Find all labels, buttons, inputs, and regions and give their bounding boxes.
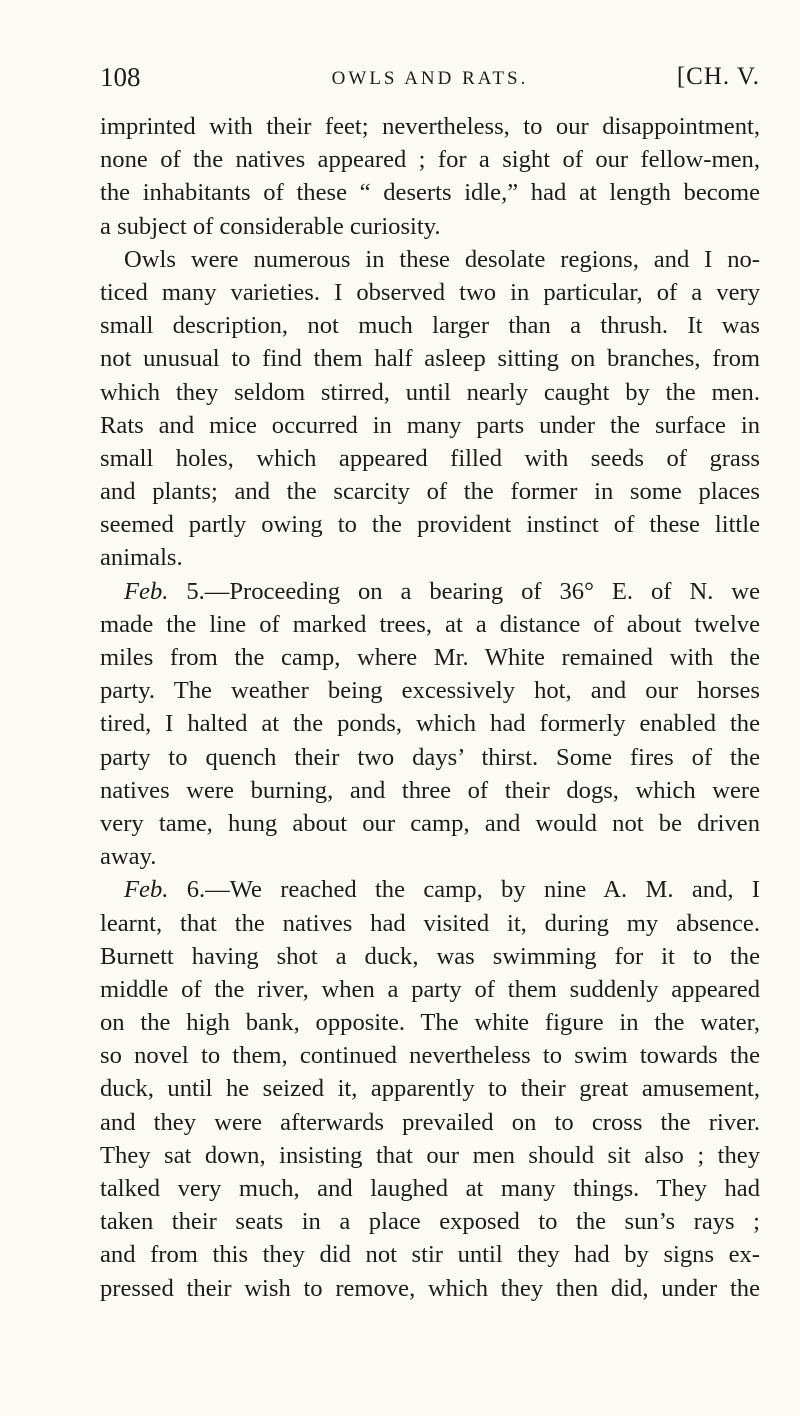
text-line: on the high bank, opposite. The white figure in the water,: [100, 1009, 760, 1037]
text-line: Rats and mice occurred in many parts under the surface in: [100, 411, 760, 439]
text-line: ticed many varieties. I observed two in particular, of a very: [100, 278, 760, 306]
text-line: talked very much, and laughed at many things. They had: [100, 1175, 760, 1202]
text-line: animals.: [100, 544, 183, 572]
body-text: [100, 110, 760, 1305]
text-line: not unusual to find them half asleep sitting on branches, from: [100, 345, 760, 373]
text-line: small holes, which appeared filled with seeds of grass: [100, 444, 760, 472]
text-line: taken their seats in a place exposed to the sun’s rays ;: [100, 1208, 760, 1236]
text-line: middle of the river, when a party of them suddenly appeared: [100, 975, 760, 1003]
text-line: very tame, hung about our camp, and would not be driven: [100, 809, 760, 837]
text-line: and from this they did not stir until they had by signs ex-: [100, 1241, 760, 1269]
text-line: seemed partly owing to the provident instinct of these little: [100, 511, 760, 539]
text-line: party to quench their two days’ thirst. Some fires of the: [100, 743, 760, 771]
text-line: duck, until he seized it, apparently to their great amusement,: [100, 1075, 760, 1103]
text-line: Feb. 5.—Proceeding on a bearing of 36° E. of N. we: [124, 577, 760, 605]
text-line: pressed their wish to remove, which they then did, under the: [100, 1274, 760, 1302]
text-line: They sat down, insisting that our men should sit also ; they: [100, 1141, 760, 1169]
text-line: a subject of considerable curiosity.: [100, 212, 441, 240]
text-line: Burnett having shot a duck, was swimming for it to the: [100, 942, 760, 970]
text-line: imprinted with their feet; nevertheless, to our disappointment,: [100, 113, 760, 140]
page-number: 108: [100, 62, 141, 92]
text-line: and they were afterwards prevailed on to cross the river.: [100, 1108, 760, 1136]
chapter-reference: [CH. V.: [676, 63, 760, 90]
running-head: [100, 60, 760, 100]
running-title: OWLS AND RATS.: [331, 68, 529, 89]
text-line: none of the natives appeared ; for a sight of our fellow-men,: [100, 146, 760, 174]
text-line: the inhabitants of these “ deserts idle,” had at length become: [100, 179, 760, 207]
text-line: party. The weather being excessively hot, and our horses: [100, 677, 760, 705]
text-line: made the line of marked trees, at a distance of about twelve: [100, 610, 760, 638]
book-page: [100, 60, 760, 1305]
text-line: tired, I halted at the ponds, which had formerly enabled the: [100, 710, 760, 738]
text-line: away.: [100, 843, 157, 871]
text-line: small description, not much larger than a thrush. It was: [100, 312, 760, 340]
text-line: learnt, that the natives had visited it, during my absence.: [100, 909, 760, 937]
text-line: Owls were numerous in these desolate regions, and I no-: [124, 245, 760, 273]
text-line: which they seldom stirred, until nearly caught by the men.: [100, 378, 760, 406]
text-line: so novel to them, continued nevertheless to swim towards the: [100, 1042, 760, 1070]
text-line: natives were burning, and three of their dogs, which were: [100, 776, 760, 804]
text-line: and plants; and the scarcity of the former in some places: [100, 478, 760, 506]
text-line: Feb. 6.—We reached the camp, by nine A. M. and, I: [124, 876, 760, 904]
text-line: miles from the camp, where Mr. White remained with the: [100, 644, 760, 671]
